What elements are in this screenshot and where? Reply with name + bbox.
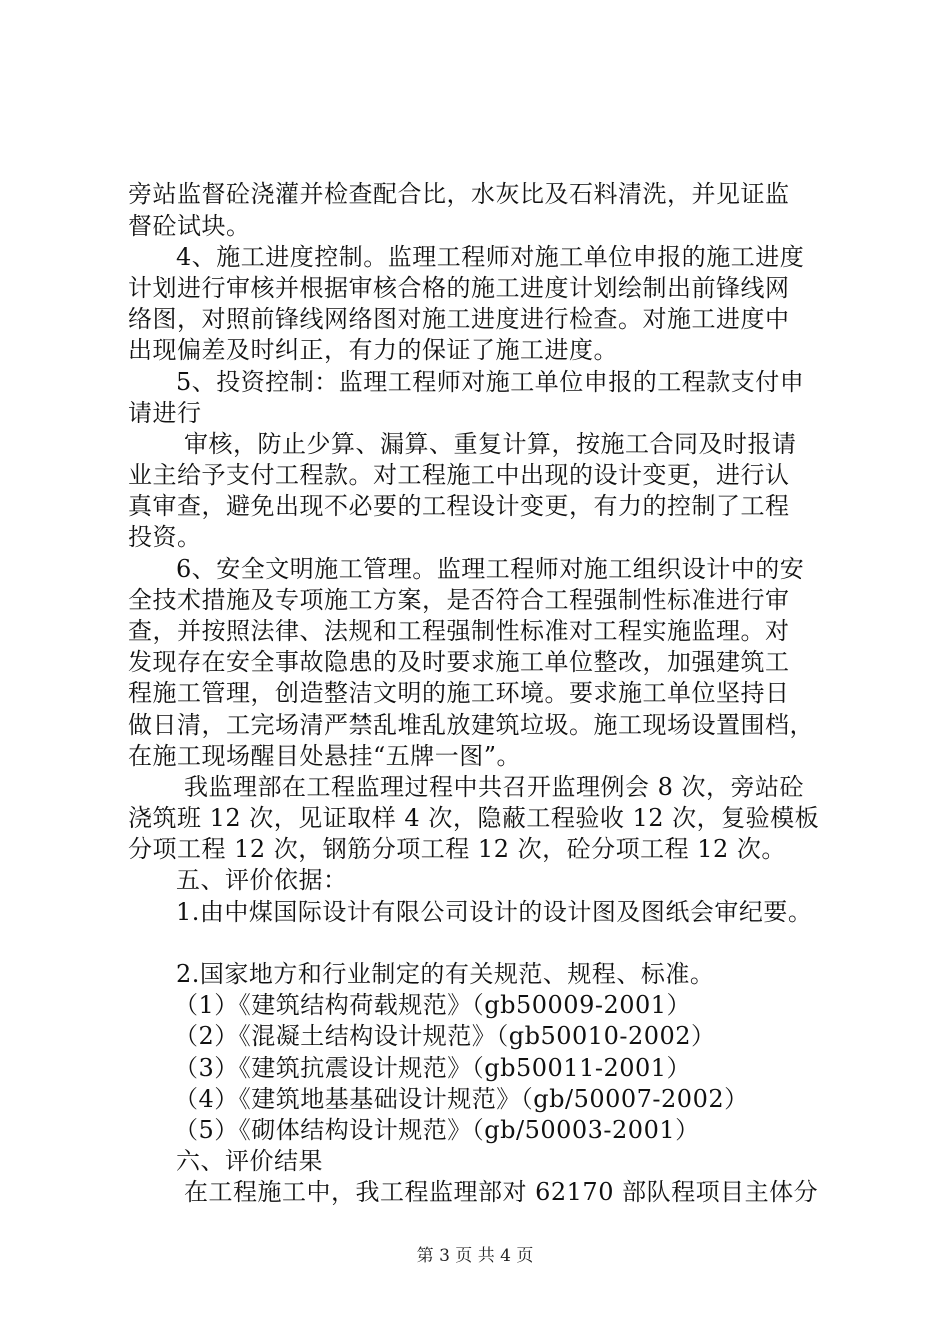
list-item: （1）《建筑结构荷载规范》（gb50009-2001）	[174, 991, 692, 1019]
text-line: 出现偏差及时纠正，有力的保证了施工进度。	[128, 336, 618, 364]
section-heading: 五、评价依据：	[176, 866, 348, 894]
text-line: 计划进行审核并根据审核合格的施工进度计划绘制出前锋线网	[128, 274, 790, 302]
page-footer: 第 3 页 共 4 页	[416, 1246, 534, 1266]
text-line: 1.由中煤国际设计有限公司设计的设计图及图纸会审纪要。	[176, 898, 813, 926]
text-line: 程施工管理，创造整洁文明的施工环境。要求施工单位坚持日	[128, 679, 790, 707]
list-item: （5）《砌体结构设计规范》（gb/50003-2001）	[174, 1116, 700, 1144]
text-line: 旁站监督砼浇灌并检查配合比，水灰比及石料清洗，并见证监	[128, 180, 790, 208]
text-line: 做日清，工完场清严禁乱堆乱放建筑垃圾。施工现场设置围档，	[128, 711, 814, 739]
text-line: 投资。	[128, 523, 202, 551]
text-line: 查，并按照法律、法规和工程强制性标准对工程实施监理。对	[128, 617, 790, 645]
text-line: 络图，对照前锋线网络图对施工进度进行检查。对施工进度中	[128, 305, 790, 333]
text-line: 请进行	[128, 399, 202, 427]
list-item: （3）《建筑抗震设计规范》（gb50011-2001）	[174, 1054, 692, 1082]
text-line: 真审查，避免出现不必要的工程设计变更，有力的控制了工程	[128, 492, 790, 520]
section-heading: 六、评价结果	[176, 1147, 323, 1175]
list-item: （4）《建筑地基基础设计规范》（gb/50007-2002）	[174, 1085, 749, 1113]
text-line: 发现存在安全事故隐患的及时要求施工单位整改，加强建筑工	[128, 648, 790, 676]
list-item: （2）《混凝土结构设计规范》（gb50010-2002）	[174, 1022, 716, 1050]
text-line: 分项工程 12 次，钢筋分项工程 12 次，砼分项工程 12 次。	[128, 835, 786, 863]
text-line: 在施工现场醒目处悬挂“五牌一图”。	[128, 742, 522, 770]
text-line: 审核，防止少算、漏算、重复计算，按施工合同及时报请	[184, 430, 797, 458]
text-line: 督砼试块。	[128, 212, 251, 240]
text-line: 全技术措施及专项施工方案，是否符合工程强制性标准进行审	[128, 586, 790, 614]
text-line: 2.国家地方和行业制定的有关规范、规程、标准。	[176, 960, 715, 988]
text-line: 我监理部在工程监理过程中共召开监理例会 8 次，旁站砼	[184, 773, 805, 801]
text-line: 6、安全文明施工管理。监理工程师对施工组织设计中的安	[176, 555, 805, 583]
text-line: 5、投资控制：监理工程师对施工单位申报的工程款支付申	[176, 368, 805, 396]
text-line: 浇筑班 12 次，见证取样 4 次，隐蔽工程验收 12 次，复验模板	[128, 804, 820, 832]
text-line: 4、施工进度控制。监理工程师对施工单位申报的施工进度	[176, 243, 805, 271]
text-line: 在工程施工中，我工程监理部对 62170 部队程项目主体分	[184, 1178, 819, 1206]
text-line: 业主给予支付工程款。对工程施工中出现的设计变更，进行认	[128, 461, 790, 489]
